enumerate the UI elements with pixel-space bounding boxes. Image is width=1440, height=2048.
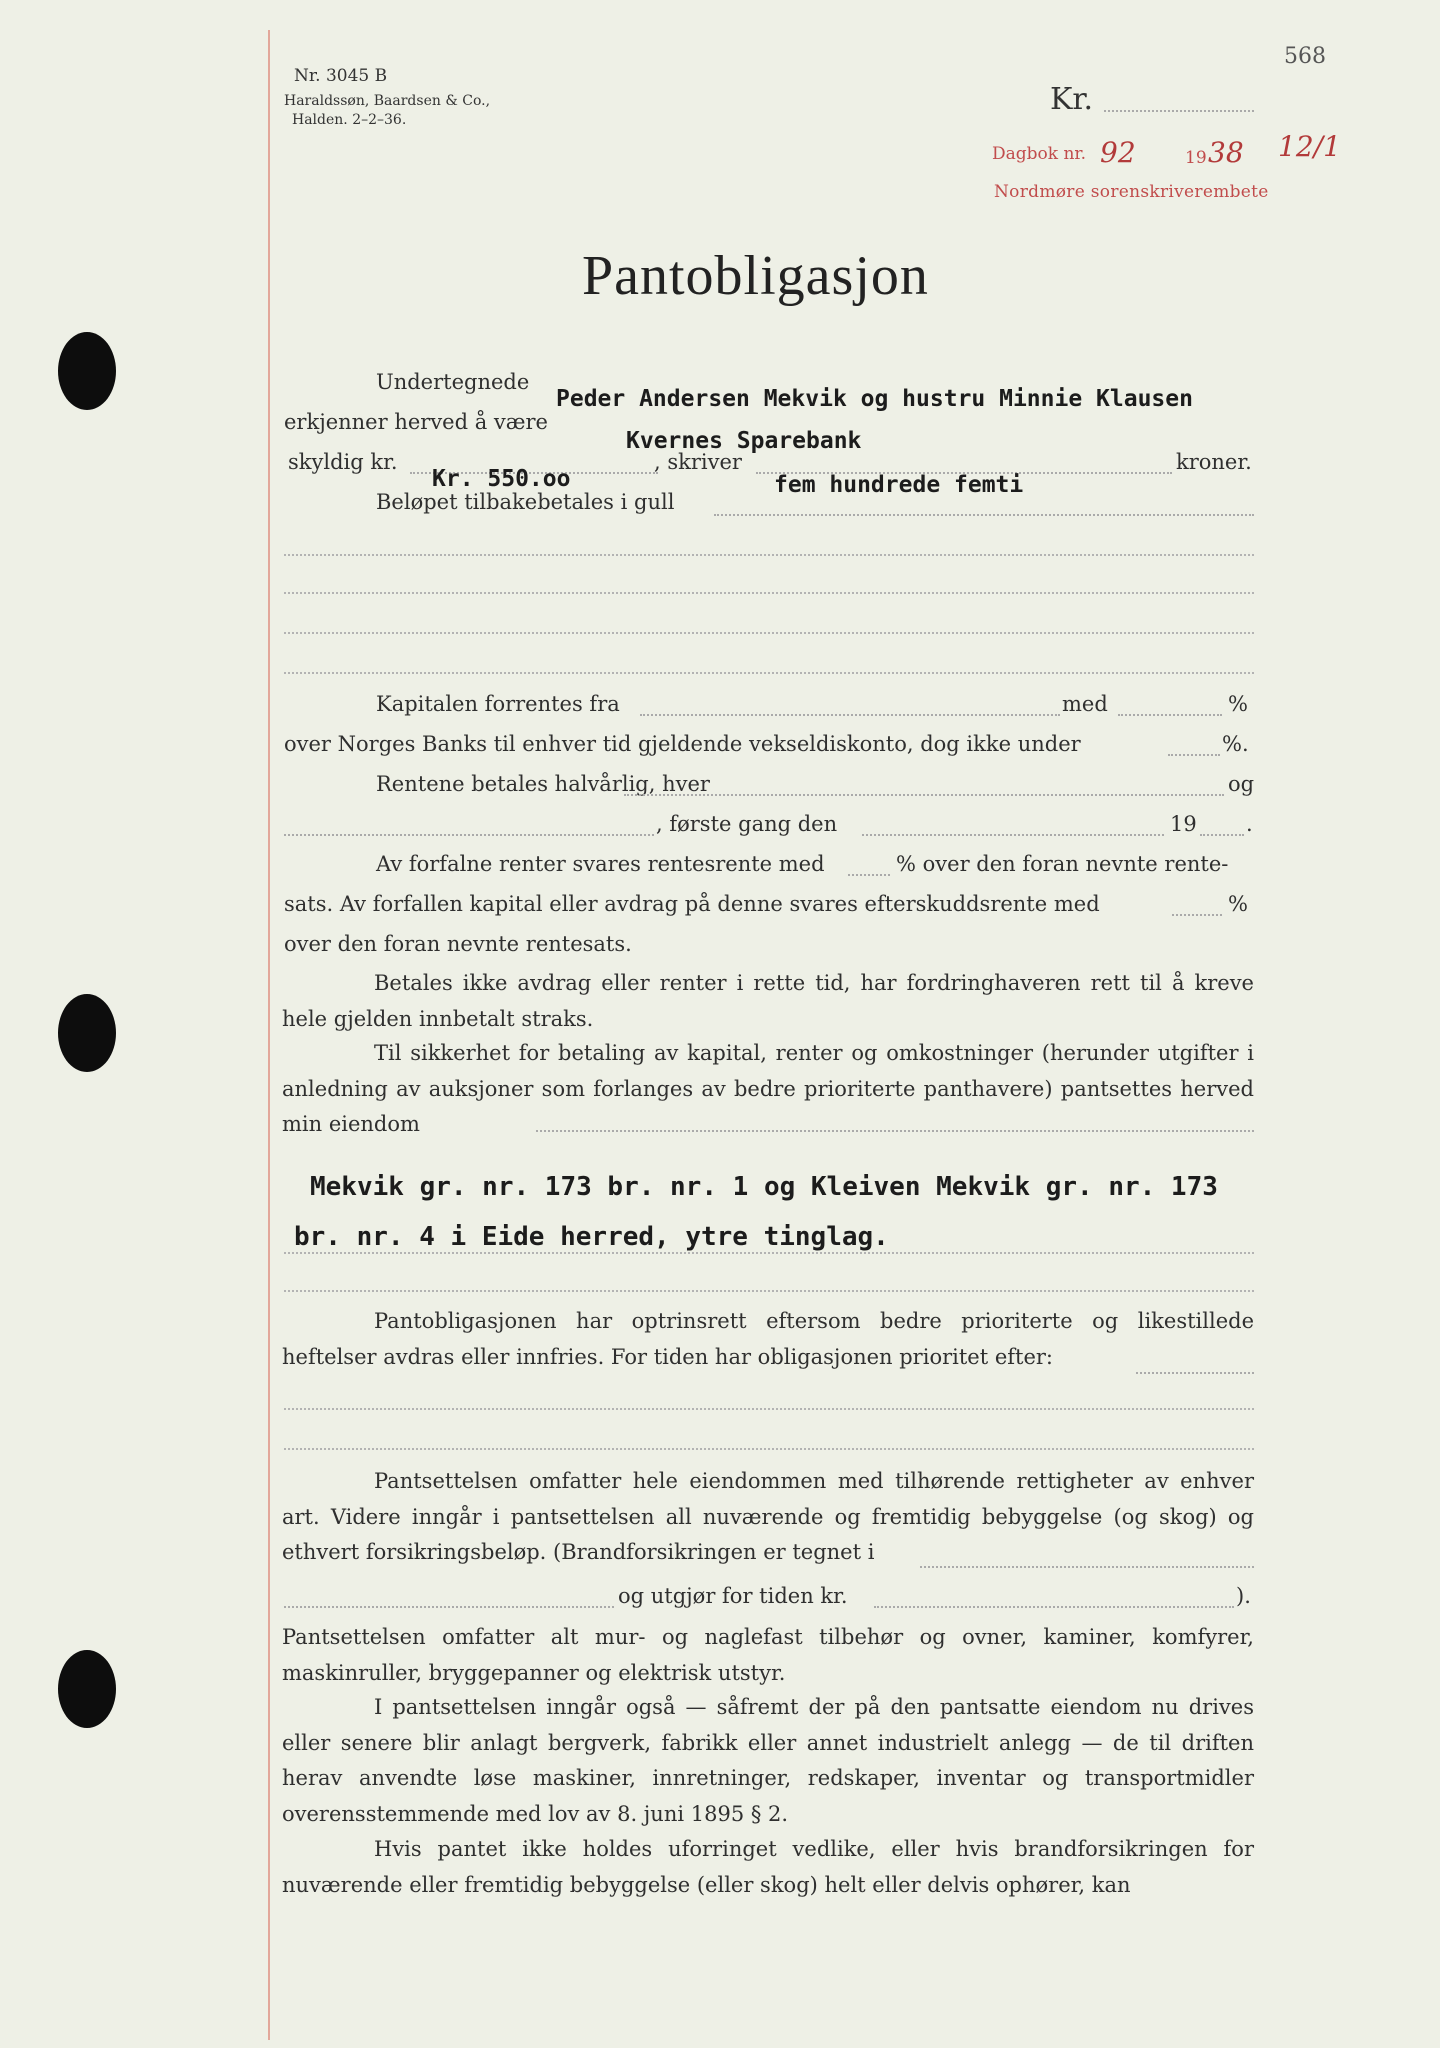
printer-line-1: Haraldssøn, Baardsen & Co.,: [284, 93, 491, 109]
sikkerhet-text: Til sikkerhet for betaling av kapital, renter og omkostninger (herunder utgifter i anledning av auksjoner som forlanges av bedre prioriterte panthavere) pantsettes herved min eiendom: [282, 1041, 1254, 1136]
min-rate-dotted: [1168, 754, 1220, 756]
interest-year: 19: [1170, 812, 1197, 836]
forsikring-company-dotted: [920, 1566, 1254, 1568]
blank-line: [284, 554, 1254, 556]
kroner-label: kroner.: [1176, 450, 1252, 474]
first-time-dotted-a: [284, 834, 654, 836]
amount-words: fem hundrede femti: [774, 472, 1024, 498]
hvis-text: Hvis pantet ikke holdes uforringet vedlike, eller hvis brandforsikringen for nuværende eller fremtidig bebyggelse (eller skog) helt eller delvis ophører, kan: [282, 1837, 1254, 1897]
rentesrente-text-4: %: [1228, 892, 1248, 916]
optrinsrett-paragraph: [282, 1304, 1254, 1375]
interest-from-dotted: [640, 714, 1060, 716]
interest-line-3-end: og: [1228, 772, 1255, 796]
blank-line: [284, 1448, 1254, 1450]
murfast-paragraph: [282, 1620, 1254, 1691]
interest-line-2-pct: %.: [1222, 732, 1249, 756]
year-dotted: [1200, 834, 1244, 836]
rentesrente-text-1: Av forfalne renter svares rentesrente med: [376, 852, 825, 876]
page-number: 568: [1284, 44, 1326, 69]
margin-rule: [268, 30, 270, 2040]
omfatter-text: Pantsettelsen omfatter hele eiendommen med tilhørende rettigheter av enhver art. Videre inngår i pantsettelsen all nuværende og fremtidig bebyggelse (og skog) og ethvert forsikringsbeløp. (Brandforsikringen er tegnet i: [282, 1469, 1254, 1564]
rentesrente-text-3: sats. Av forfallen kapital eller avdrag på denne svares efterskuddsrente med: [284, 892, 1100, 916]
skriver-label: , skriver: [654, 450, 742, 474]
rentesrente-text-5: over den foran nevnte rentesats.: [284, 932, 632, 956]
rentesrente-dotted: [848, 874, 890, 876]
omfatter-paragraph: [282, 1464, 1254, 1571]
debtor-names: Peder Andersen Mekvik og hustru Minnie Klausen: [556, 386, 1193, 412]
sikkerhet-paragraph: [282, 1036, 1254, 1143]
interest-line-1: Kapitalen forrentes fra: [376, 692, 620, 716]
efterskudd-dotted: [1172, 914, 1222, 916]
punch-hole: [58, 332, 116, 410]
industri-text: I pantsettelsen inngår også — såfremt der på den pantsatte eiendom nu drives eller senere blir anlagt bergverk, fabrikk eller annet industrielt anlegg — de til driften herav anvendte løse maskiner, innretninger, redskaper, inventar og transportmidler overensstemmende med lov av 8. juni 1895 § 2.: [282, 1695, 1254, 1826]
amount-value: Kr. 550.oo: [432, 466, 571, 492]
property-line-2: br. nr. 4 i Eide herred, ytre tinglag.: [294, 1222, 889, 1252]
prioritet-dotted: [1136, 1372, 1254, 1374]
kr-label: Kr.: [1050, 82, 1093, 117]
betales-paragraph: [282, 966, 1254, 1037]
industri-paragraph: [282, 1690, 1254, 1832]
forsikring-dotted-a: [284, 1606, 614, 1608]
optrinsrett-text: Pantobligasjonen har optrinsrett eftersom bedre prioriterte og likestillede heftelser avdras eller innfries. For tiden har obligasjonen prioritet efter:: [282, 1309, 1254, 1369]
interest-rate-dotted: [1118, 714, 1222, 716]
omfatter-text-3: ).: [1236, 1584, 1251, 1608]
punch-hole: [58, 1650, 116, 1728]
hvis-paragraph: [282, 1832, 1254, 1903]
office-stamp: Nordmøre sorenskriverembete: [994, 182, 1269, 202]
document-title: Pantobligasjon: [582, 245, 929, 307]
blank-line: [284, 1252, 1254, 1254]
skyldig-label: skyldig kr.: [288, 450, 398, 474]
year-suffix: 38: [1208, 136, 1244, 169]
printer-line-2: Halden. 2–2–36.: [292, 112, 407, 128]
property-line-1: Mekvik gr. nr. 173 br. nr. 1 og Kleiven Mekvik gr. nr. 173: [310, 1172, 1218, 1202]
dagbok-number: 92: [1100, 136, 1136, 169]
eiendom-dotted: [536, 1130, 1254, 1132]
blank-line: [284, 672, 1254, 674]
gull-label: Beløpet tilbakebetales i gull: [376, 490, 675, 514]
omfatter-text-2: og utgjør for tiden kr.: [618, 1584, 848, 1608]
interest-med: med: [1062, 692, 1108, 716]
erkjenner-label: erkjenner herved å være: [284, 410, 548, 434]
betales-text: Betales ikke avdrag eller renter i rette tid, har fordringhaveren rett til å kreve hele gjelden innbetalt straks.: [282, 971, 1254, 1031]
interest-day-dotted: [624, 794, 1224, 796]
dagbok-date: 12/1: [1278, 130, 1341, 163]
blank-line: [284, 632, 1254, 634]
dagbok-label: Dagbok nr.: [992, 144, 1087, 164]
form-number: Nr. 3045 B: [294, 66, 388, 86]
interest-line-3: Rentene betales halvårlig, hver: [376, 772, 710, 796]
interest-line-4: , første gang den: [656, 812, 838, 836]
gull-dotted-line: [714, 514, 1254, 516]
creditor-name: Kvernes Sparebank: [626, 428, 862, 454]
interest-line-2: over Norges Banks til enhver tid gjeldende vekseldiskonto, dog ikke under: [284, 732, 1081, 756]
rentesrente-text-2: % over den foran nevnte rente-: [896, 852, 1229, 876]
punch-hole: [58, 994, 116, 1072]
blank-line: [284, 1290, 1254, 1292]
kr-dotted-line: [1104, 110, 1254, 112]
undertegnede-label: Undertegnede: [376, 370, 530, 394]
murfast-text: Pantsettelsen omfatter alt mur- og naglefast tilbehør og ovner, kaminer, komfyrer, maskinruller, bryggepanner og elektrisk utstyr.: [282, 1625, 1254, 1685]
interest-pct: %: [1228, 692, 1248, 716]
blank-line: [284, 592, 1254, 594]
year-prefix: 19: [1185, 148, 1207, 168]
blank-line: [284, 1408, 1254, 1410]
forsikring-amount-dotted: [874, 1606, 1234, 1608]
first-time-dotted-b: [862, 834, 1164, 836]
interest-line-4-end: .: [1246, 812, 1253, 836]
